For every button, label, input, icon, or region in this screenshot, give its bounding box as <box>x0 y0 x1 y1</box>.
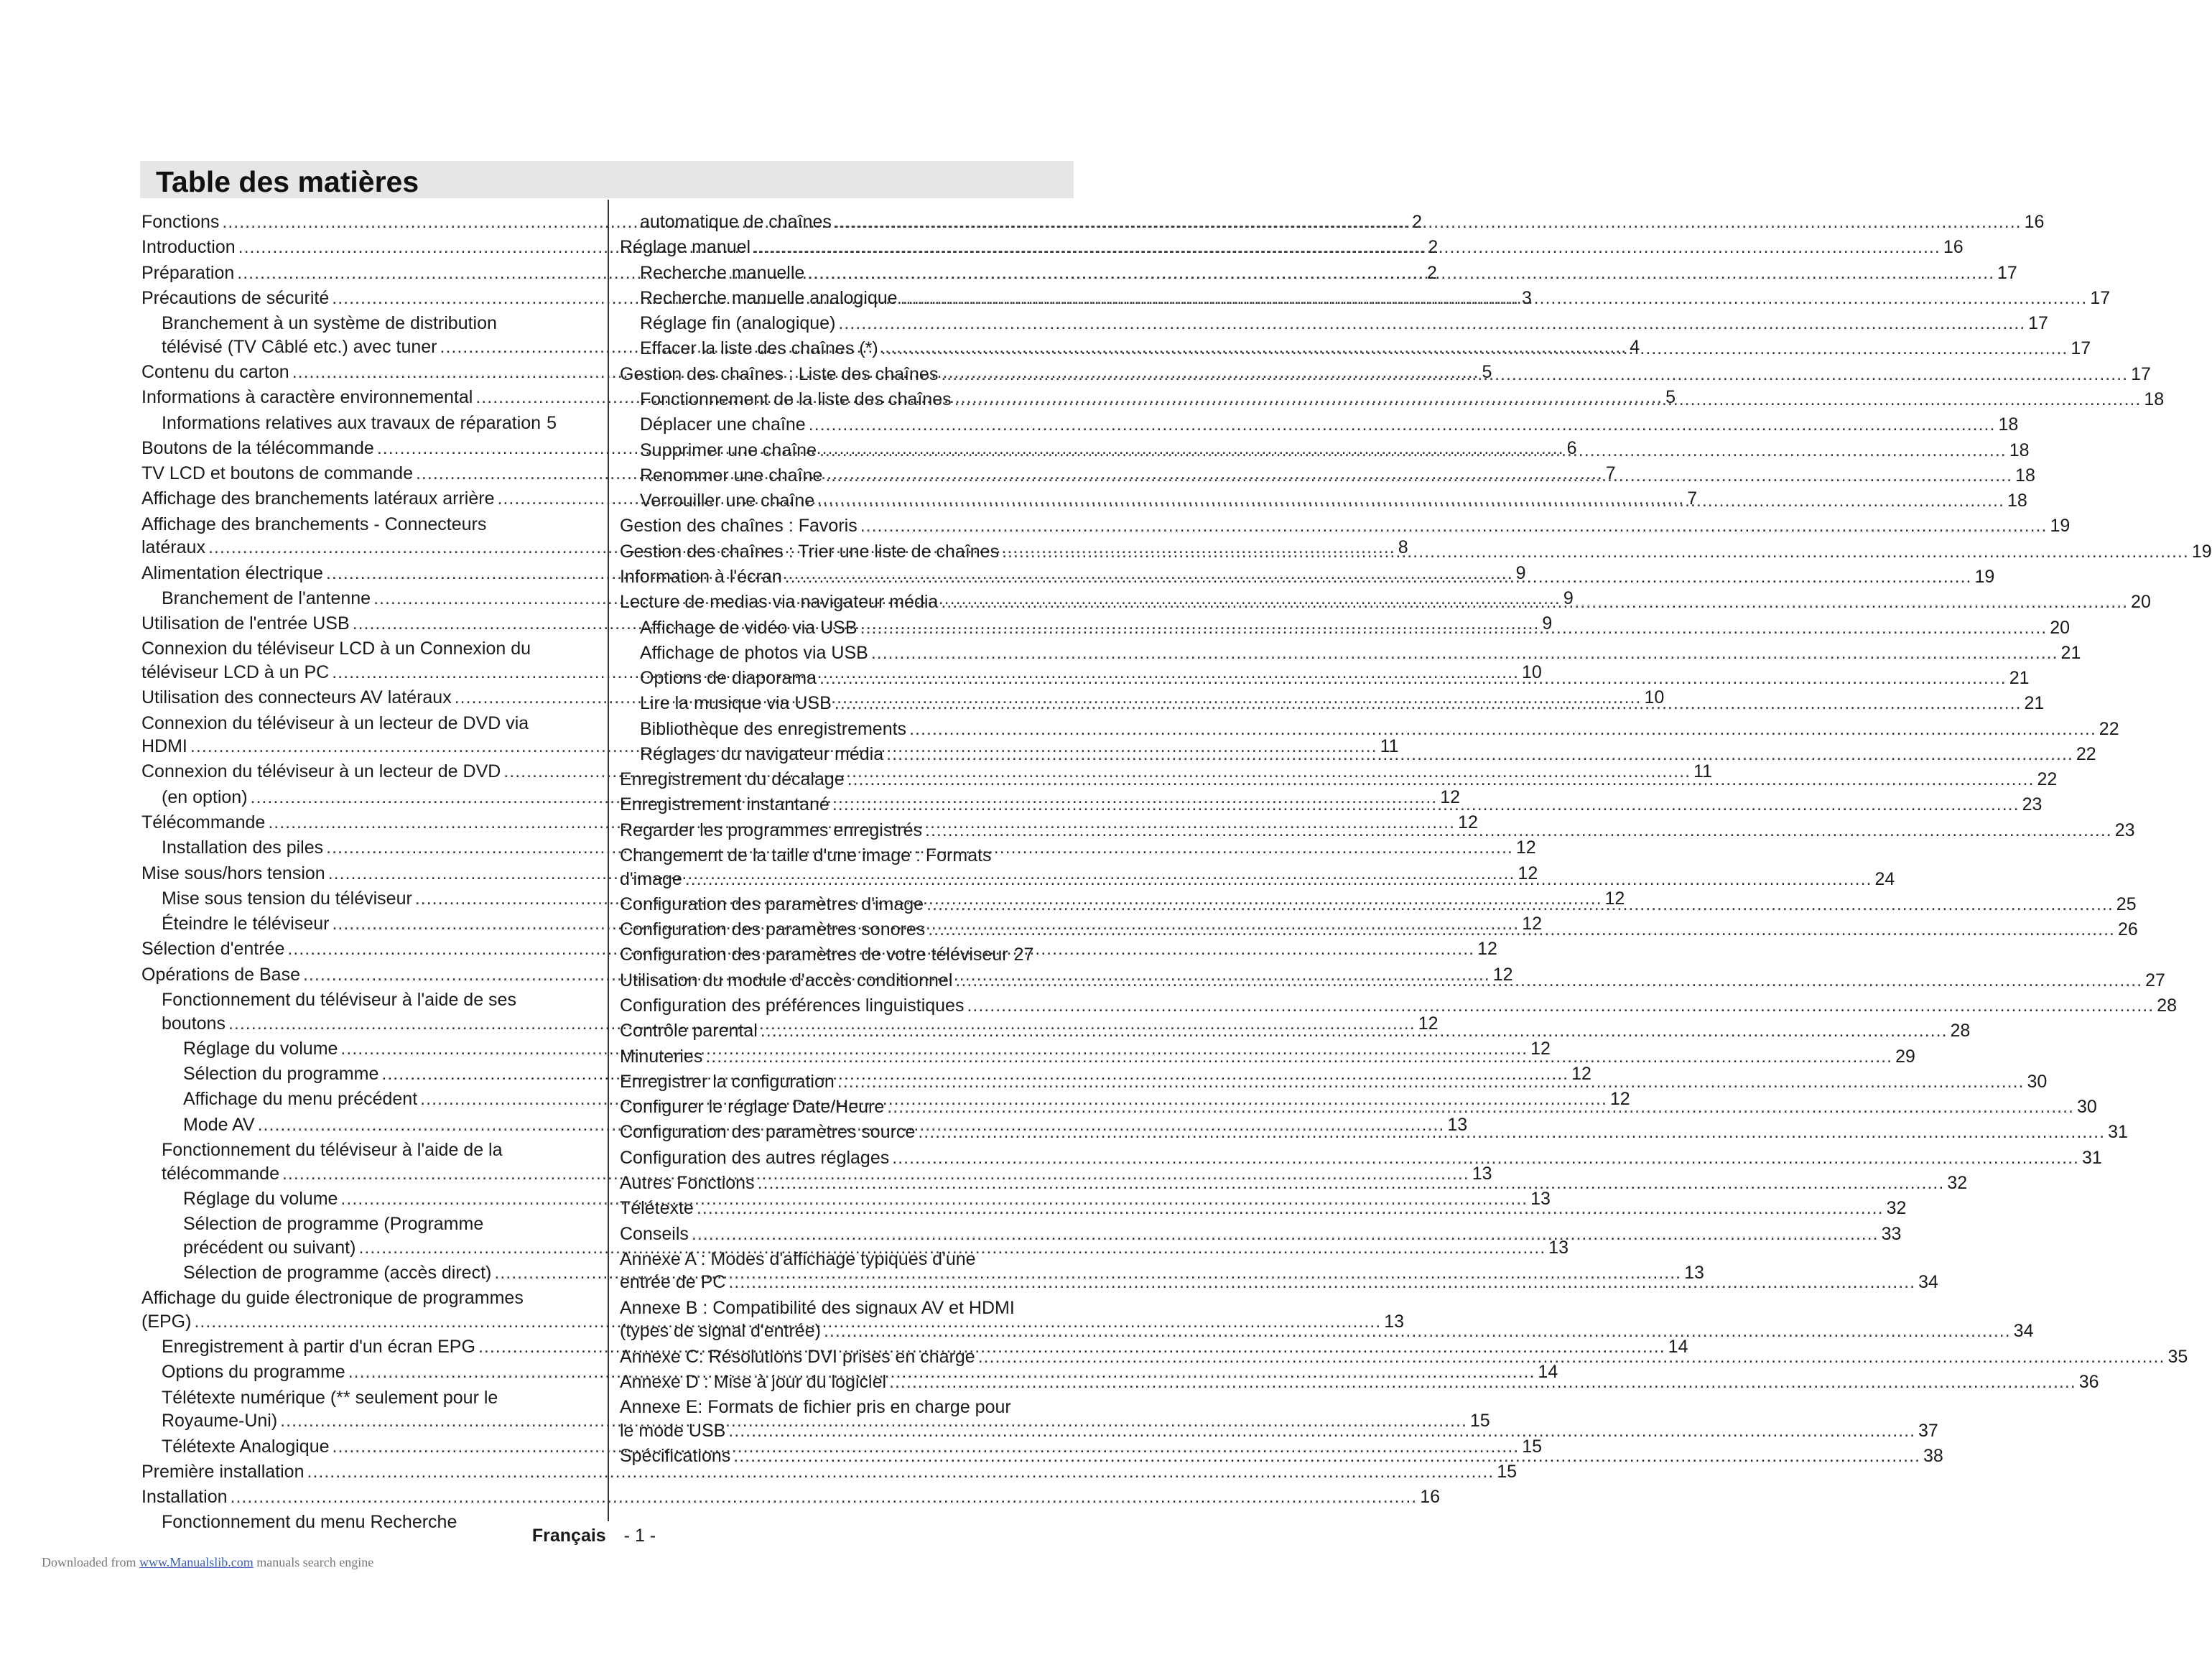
toc-entry-page: 7 <box>1687 488 1698 509</box>
toc-entry-page: 12 <box>1515 837 1536 858</box>
toc-entry-page: 20 <box>2050 617 2071 638</box>
toc-entry-title: (EPG) <box>141 1311 192 1332</box>
toc-dot-leader <box>838 312 2025 335</box>
toc-entry-title: Gestion des chaînes : Favoris <box>620 516 858 537</box>
toc-entry[interactable] <box>620 413 2019 437</box>
toc-entry-page: 37 <box>1918 1420 1938 1441</box>
toc-entry-page: 27 <box>1013 945 1034 965</box>
toc-dot-leader <box>941 363 2128 386</box>
title-bar <box>140 161 1074 198</box>
toc-dot-leader <box>685 868 1872 891</box>
toc-entry-title: Minuteries <box>620 1046 703 1067</box>
toc-dot-leader <box>824 1319 2011 1343</box>
toc-entry-page: 6 <box>1566 437 1577 458</box>
toc-entry-title: Lecture de medias via navigateur média <box>620 592 939 613</box>
toc-entry-page: 24 <box>1874 868 1895 889</box>
toc-entry-title: Configuration des paramètres sonores <box>620 919 926 940</box>
toc-entry-page: 14 <box>1668 1337 1688 1358</box>
toc-entry-page: 13 <box>1447 1114 1468 1135</box>
toc-entry-title: Éteindre le téléviseur <box>162 914 330 934</box>
toc-entry-title-line: Affichage du guide électronique de programmes <box>141 1288 524 1309</box>
toc-entry[interactable] <box>620 718 2119 741</box>
toc-dot-leader <box>978 1345 2165 1369</box>
toc-entry-title: boutons <box>162 1013 226 1034</box>
toc-entry[interactable] <box>620 210 2045 234</box>
toc-dot-leader <box>819 667 2007 690</box>
toc-entry-page: 28 <box>1950 1021 1971 1041</box>
toc-entry-page: 22 <box>2037 769 2058 790</box>
toc-entry-page: 12 <box>1440 786 1461 807</box>
toc-dot-leader <box>860 514 2048 538</box>
watermark-suffix: manuals search engine <box>256 1555 374 1569</box>
toc-entry[interactable] <box>141 412 597 435</box>
toc-entry[interactable] <box>620 287 2111 310</box>
toc-entry-title: Fonctions <box>141 212 220 232</box>
toc-dot-leader <box>886 743 2073 766</box>
toc-entry-page: 12 <box>1530 1038 1551 1059</box>
toc-entry-page: 34 <box>2013 1321 2034 1342</box>
toc-entry-title: Enregistrement à partir d'un écran EPG <box>162 1337 475 1358</box>
toc-entry-page: 27 <box>2145 970 2165 990</box>
toc-entry-page: 22 <box>2076 743 2096 764</box>
toc-entry-title-line: Connexion du téléviseur à un lecteur de DVD via <box>141 713 529 733</box>
toc-entry-title: latéraux <box>141 537 205 558</box>
toc-dot-leader <box>835 210 2022 234</box>
toc-entry-title: Enregistrer la configuration <box>620 1071 835 1092</box>
toc-entry-title: Verrouiller une chaîne <box>640 491 815 511</box>
toc-entry-page: 12 <box>1522 914 1543 934</box>
toc-dot-leader <box>967 994 2154 1018</box>
toc-entry-page: 32 <box>1947 1173 1968 1193</box>
toc-dot-leader <box>825 464 2012 488</box>
toc-dot-leader <box>761 1019 1948 1043</box>
toc-entry-page: 21 <box>2009 668 2030 689</box>
toc-dot-leader <box>728 1271 1915 1294</box>
toc-dot-leader <box>785 565 1972 589</box>
toc-entry[interactable] <box>620 994 2178 1018</box>
toc-entry-page: 32 <box>1886 1198 1907 1219</box>
toc-entry-title: Mode AV <box>183 1114 255 1135</box>
toc-entry-title: Télécommande <box>141 812 266 832</box>
footer-page-number: - 1 - <box>623 1526 656 1546</box>
toc-entry-title: télévisé (TV Câblé etc.) avec tuner <box>162 336 437 357</box>
toc-entry-title: Introduction <box>141 237 236 258</box>
toc-entry[interactable] <box>620 943 1075 967</box>
toc-entry-page: 12 <box>1604 888 1625 909</box>
toc-entry-page: 3 <box>1522 287 1532 308</box>
toc-entry[interactable] <box>141 1485 1441 1509</box>
toc-entry-page: 10 <box>1521 662 1542 682</box>
toc-entry-title: Bibliothèque des enregistrements <box>640 718 907 739</box>
toc-dot-leader <box>837 1070 2025 1094</box>
toc-entry-title: Configurer le réglage Date/Heure <box>620 1097 885 1118</box>
toc-entry-page: 33 <box>1881 1223 1902 1244</box>
toc-entry[interactable] <box>620 388 2165 412</box>
toc-entry-page: 35 <box>2167 1346 2188 1367</box>
toc-entry-page: 15 <box>1497 1461 1518 1482</box>
toc-entry-title: d'image <box>620 868 682 889</box>
toc-entry-title-line: Annexe A : Modes d'affichage typiques d'une <box>620 1248 976 1269</box>
toc-dot-leader <box>697 1197 1884 1220</box>
toc-entry-title: Première installation <box>141 1461 305 1482</box>
toc-entry-title: télécommande <box>162 1163 279 1184</box>
toc-entry-title: Fonctionnement de la liste des chaînes <box>640 389 952 409</box>
toc-entry[interactable] <box>620 439 2030 463</box>
toc-entry-title: Précautions de sécurité <box>141 287 330 308</box>
toc-dot-leader <box>892 1146 2079 1170</box>
toc-entry-title: Utilisation des connecteurs AV latéraux <box>141 687 452 708</box>
toc-entry-page: 12 <box>1571 1064 1591 1085</box>
toc-entry-title: Recherche manuelle analogique <box>640 287 898 308</box>
toc-entry[interactable] <box>620 363 2151 386</box>
toc-entry-title: Alimentation électrique <box>141 562 323 583</box>
toc-entry-title: précédent ou suivant) <box>183 1237 356 1258</box>
toc-entry-page: 12 <box>1518 863 1538 883</box>
toc-entry-page: 20 <box>2131 592 2151 613</box>
toc-entry[interactable] <box>620 590 2151 614</box>
toc-entry-title: automatique de chaînes <box>640 212 832 232</box>
toc-entry-page: 19 <box>1974 566 1995 587</box>
toc-entry-title: Réglage du volume <box>183 1188 338 1209</box>
toc-entry-title: Configuration des autres réglages <box>620 1147 890 1168</box>
toc-dot-leader <box>809 413 1996 437</box>
toc-entry-title: le mode USB <box>620 1420 726 1441</box>
toc-entry-page: 22 <box>2099 718 2119 739</box>
toc-entry-title: Configuration des paramètres source <box>620 1122 916 1143</box>
toc-entry-title: Utilisation de l'entrée USB <box>141 613 350 634</box>
toc-entry-title: Installation <box>141 1487 228 1508</box>
toc-entry-page: 15 <box>1469 1411 1490 1431</box>
toc-entry-title: Fonctionnement du menu Recherche <box>162 1512 457 1533</box>
toc-entry-title: Réglage fin (analogique) <box>640 313 836 334</box>
toc-entry-title: Enregistrement du décalage <box>620 769 845 790</box>
toc-entry-title: Affichage du menu précédent <box>183 1089 418 1110</box>
toc-entry[interactable] <box>620 616 2071 640</box>
toc-entry-page: 17 <box>2090 287 2111 308</box>
toc-entry-page: 12 <box>1458 812 1478 832</box>
toc-entry-title: Annexe D : Mise à jour du logiciel <box>620 1371 887 1392</box>
toc-entry-title-line: Changement de la taille d'une image : Formats <box>620 845 992 866</box>
toc-entry-page: 11 <box>1693 761 1712 782</box>
toc-entry-page: 9 <box>1515 562 1526 583</box>
toc-entry-page: 17 <box>1997 262 2017 283</box>
toc-entry-title: Réglage manuel <box>620 237 751 258</box>
toc-entry-title: Installation des piles <box>162 837 324 858</box>
toc-dot-leader <box>1002 540 2189 564</box>
page-title: Table des matières <box>156 165 419 198</box>
toc-entry-page: 38 <box>1923 1446 1943 1467</box>
toc-entry-title-line: Branchement à un système de distribution <box>162 313 497 334</box>
toc-entry-page: 18 <box>2015 465 2035 486</box>
toc-entry-title-line: Télétexte numérique (** seulement pour le <box>162 1387 498 1408</box>
toc-dot-leader <box>231 1485 1418 1509</box>
toc-entry-title: Effacer la liste des chaînes (*) <box>640 338 878 359</box>
toc-entry-title: TV LCD et boutons de commande <box>141 463 413 484</box>
toc-entry-page: 29 <box>1895 1046 1915 1067</box>
toc-entry-title: Sélection du programme <box>183 1064 379 1085</box>
toc-entry-title: Sélection d'entrée <box>141 939 285 960</box>
toc-entry-page: 17 <box>2028 313 2048 334</box>
toc-entry-title: Affichage des branchements latéraux arrière <box>141 488 495 509</box>
toc-entry-page: 12 <box>1418 1013 1439 1034</box>
toc-dot-leader <box>807 261 1994 285</box>
toc-entry-page: 17 <box>2131 363 2151 384</box>
toc-entry-page: 30 <box>2027 1071 2048 1092</box>
toc-dot-leader <box>733 1444 1920 1468</box>
toc-entry-title: Mise sous/hors tension <box>141 863 325 883</box>
toc-entry-title: Informations relatives aux travaux de réparation <box>162 412 542 433</box>
toc-entry[interactable] <box>141 1460 1518 1484</box>
toc-entry-page: 17 <box>2071 338 2091 359</box>
manualslib-link[interactable]: www.Manualslib.com <box>139 1555 254 1569</box>
toc-entry-title: Boutons de la télécommande <box>141 437 374 458</box>
toc-entry-title: Supprimer une chaîne <box>640 440 817 460</box>
toc-entry-title: Autres Fonctions <box>620 1173 755 1193</box>
toc-entry-page: 31 <box>2108 1122 2128 1143</box>
toc-dot-leader <box>918 1120 2105 1144</box>
toc-entry-page: 12 <box>1492 964 1513 985</box>
toc-entry[interactable] <box>620 1146 2102 1170</box>
toc-entry-title: téléviseur LCD à un PC <box>141 662 330 682</box>
toc-entry-page: 13 <box>1472 1163 1492 1184</box>
toc-entry[interactable] <box>620 540 2212 564</box>
toc-entry-page: 18 <box>2009 440 2030 460</box>
toc-entry-title: Affichage de photos via USB <box>640 642 868 663</box>
toc-entry-title: Sélection de programme (accès direct) <box>183 1263 492 1283</box>
toc-dot-leader <box>901 287 2088 310</box>
toc-entry[interactable] <box>620 312 2048 335</box>
toc-entry-title: Télétexte Analogique <box>162 1436 330 1457</box>
toc-entry[interactable] <box>620 1222 1902 1246</box>
toc-entry-title: (types de signal d'entrée) <box>620 1321 821 1342</box>
toc-entry-page: 25 <box>2116 894 2137 914</box>
toc-entry-title: Connexion du téléviseur à un lecteur de DVD <box>141 761 501 782</box>
toc-entry-page: 19 <box>2050 516 2071 537</box>
toc-entry-title: Spécifications <box>620 1446 731 1467</box>
toc-entry-title: Déplacer une chaîne <box>640 414 806 435</box>
toc-entry-title: Lire la musique via USB <box>640 693 832 714</box>
toc-entry-title: Enregistrement instantané <box>620 794 830 815</box>
toc-dot-leader <box>832 793 2020 817</box>
toc-entry-title: Contenu du carton <box>141 362 289 382</box>
toc-dot-leader <box>887 1095 2074 1119</box>
toc-dot-leader <box>889 1370 2076 1394</box>
toc-entry-title: Configuration des paramètres d'image <box>620 894 924 914</box>
toc-entry-page: 5 <box>1665 387 1676 408</box>
toc-entry-page: 18 <box>2144 389 2165 409</box>
toc-dot-leader <box>847 768 2035 792</box>
toc-entry-page: 21 <box>2024 693 2045 714</box>
toc-entry-page: 13 <box>1384 1311 1404 1332</box>
toc-entry-title: Préparation <box>141 262 235 283</box>
toc-dot-leader <box>909 718 2096 741</box>
toc-entry-page: 15 <box>1522 1436 1543 1457</box>
toc-entry-page: 19 <box>2191 541 2212 562</box>
toc-entry-title-line: Affichage des branchements - Connecteurs <box>141 514 487 534</box>
toc-entry-page: 13 <box>1548 1237 1569 1258</box>
toc-entry[interactable] <box>620 489 2027 513</box>
toc-entry-title-line: Annexe B : Compatibilité des signaux AV et HDMI <box>620 1297 1015 1318</box>
toc-entry-page: 23 <box>2022 794 2043 815</box>
toc-dot-leader <box>819 439 2007 463</box>
toc-entry-page: 5 <box>547 412 557 433</box>
toc-entry-page: 30 <box>2077 1097 2097 1118</box>
toc-entry-page: 2 <box>1426 262 1437 283</box>
toc-dot-leader <box>692 1222 1879 1246</box>
toc-entry-page: 8 <box>1398 537 1408 558</box>
toc-entry-page: 16 <box>2024 212 2045 232</box>
toc-entry-page: 4 <box>1630 336 1640 357</box>
toc-entry-page: 18 <box>1998 414 2019 435</box>
toc-entry-page: 10 <box>1644 687 1665 708</box>
footer-language: Français <box>531 1526 606 1546</box>
toc-entry-title: Télétexte <box>620 1198 694 1219</box>
toc-entry-page: 9 <box>1542 613 1553 634</box>
toc-entry-page: 13 <box>1684 1263 1704 1283</box>
toc-entry-title: Renommer une chaîne <box>640 465 823 486</box>
toc-entry-title: Conseils <box>620 1223 689 1244</box>
page-footer <box>0 1526 1188 1546</box>
toc-entry-page: 26 <box>2117 919 2138 940</box>
toc-entry-page: 5 <box>1482 362 1492 382</box>
toc-dot-leader <box>758 1171 1945 1195</box>
toc-dot-leader <box>871 641 2058 665</box>
toc-entry-title: Options du programme <box>162 1362 345 1383</box>
download-watermark <box>42 1555 373 1570</box>
toc-entry-page: 13 <box>1530 1188 1551 1209</box>
toc-entry-title-line: Fonctionnement du téléviseur à l'aide de la <box>162 1139 503 1160</box>
toc-entry-title: Gestion des chaînes : Trier une liste de chaînes <box>620 541 1000 562</box>
toc-entry[interactable] <box>620 514 2071 538</box>
toc-entry[interactable] <box>620 261 2017 285</box>
toc-entry-title: HDMI <box>141 736 187 757</box>
toc-entry-title: Branchement de l'antenne <box>162 588 371 608</box>
toc-entry[interactable] <box>620 236 1964 259</box>
toc-entry-title: Gestion des chaînes : Liste des chaînes <box>620 363 939 384</box>
toc-entry-title: Configuration des préférences linguistiques <box>620 996 965 1016</box>
toc-entry-title: Royaume-Uni) <box>162 1411 278 1431</box>
toc-entry-title: Recherche manuelle <box>640 262 805 283</box>
toc-entry[interactable] <box>620 337 2091 361</box>
toc-entry-title: Utilisation du module d'accès conditionnel <box>620 970 953 990</box>
toc-entry-page: 18 <box>2007 491 2027 511</box>
toc-dot-leader <box>954 388 2142 412</box>
toc-entry-title: Réglage du volume <box>183 1038 338 1059</box>
toc-entry-page: 2 <box>1412 212 1423 232</box>
toc-entry-page: 28 <box>2157 996 2178 1016</box>
toc-entry-title-line: Fonctionnement du téléviseur à l'aide de ses <box>162 989 516 1010</box>
toc-entry[interactable] <box>620 565 1995 589</box>
watermark-prefix: Downloaded from <box>42 1555 136 1569</box>
toc-entry-title: Information à l'écran <box>620 566 782 587</box>
toc-entry-title: Annexe C: Résolutions DVI prises en charge <box>620 1346 975 1367</box>
toc-entry-page: 9 <box>1563 588 1574 608</box>
toc-entry-page: 34 <box>1918 1272 1938 1293</box>
toc-entry-page: 31 <box>2081 1147 2102 1168</box>
toc-dot-leader <box>728 1419 1915 1443</box>
toc-dot-leader <box>705 1045 1892 1069</box>
toc-dot-leader <box>926 893 2114 916</box>
toc-entry-title: Configuration des paramètres de votre téléviseur <box>620 945 1008 965</box>
toc-entry-page: 36 <box>2078 1371 2099 1392</box>
toc-dot-leader <box>753 236 1941 259</box>
toc-entry-page: 16 <box>1420 1487 1441 1508</box>
toc-dot-leader <box>881 337 2068 361</box>
toc-entry-title: Options de diaporama <box>640 668 817 689</box>
toc-entry-title: Informations à caractère environnemental <box>141 387 473 408</box>
toc-entry-page: 7 <box>1605 463 1616 484</box>
toc-entry-title: Regarder les programmes enregistrés <box>620 820 923 840</box>
toc-entry-page: 2 <box>1428 237 1439 258</box>
toc-entry-page: 12 <box>1477 939 1497 960</box>
toc-entry-title: Affichage de vidéo via USB <box>640 617 858 638</box>
toc-entry[interactable] <box>620 641 2081 665</box>
toc-dot-leader <box>860 616 2048 640</box>
toc-entry-title: Opérations de Base <box>141 964 300 985</box>
toc-entry-title: Mise sous tension du téléviseur <box>162 888 412 909</box>
toc-entry-title-line: Connexion du téléviseur LCD à un Connexion du <box>141 639 531 659</box>
toc-entry-page: 14 <box>1538 1362 1558 1383</box>
toc-entry-page: 21 <box>2060 642 2081 663</box>
toc-dot-leader <box>925 819 2112 843</box>
toc-dot-leader <box>955 969 2142 993</box>
toc-dot-leader <box>928 918 2115 942</box>
toc-dot-leader <box>817 489 2004 513</box>
toc-entry[interactable] <box>620 464 2035 488</box>
toc-dot-leader <box>941 590 2128 614</box>
toc-dot-leader <box>835 692 2022 715</box>
toc-entry-page: 11 <box>1380 736 1399 757</box>
toc-entry-title-line: Annexe E: Formats de fichier pris en charge pour <box>620 1397 1011 1418</box>
toc-entry-title: entrée de PC <box>620 1272 726 1293</box>
toc-entry-title-line: Sélection de programme (Programme <box>183 1214 484 1235</box>
toc-entry-title: Réglages du navigateur média <box>640 743 884 764</box>
toc-entry-page: 23 <box>2114 820 2135 840</box>
toc-entry-page: 16 <box>1943 237 1964 258</box>
toc-entry-page: 12 <box>1609 1089 1630 1110</box>
toc-entry-title: Contrôle parental <box>620 1021 758 1041</box>
toc-entry-title: (en option) <box>162 786 248 807</box>
